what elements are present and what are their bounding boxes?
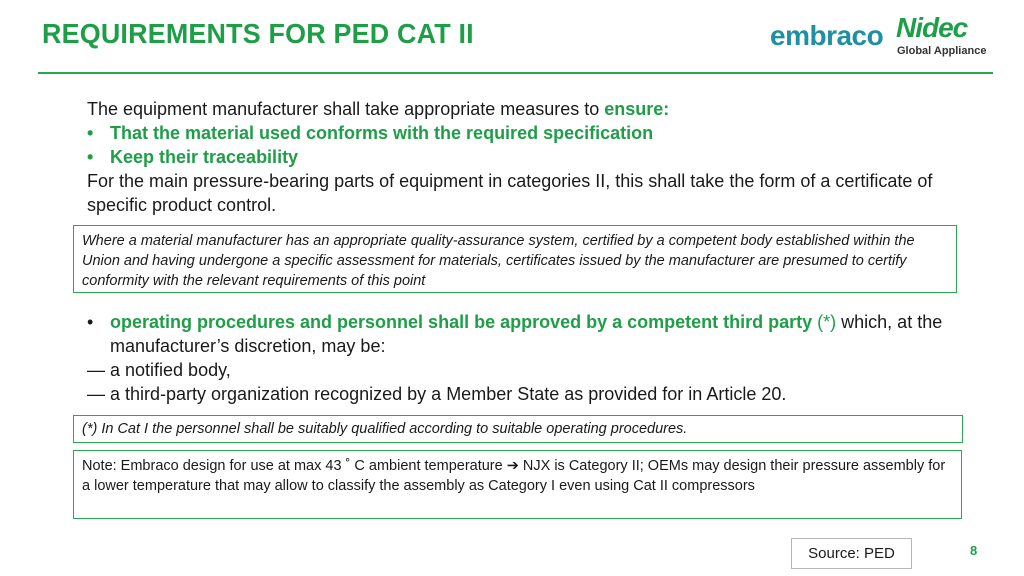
footnote-box: (*) In Cat I the personnel shall be suitably qualified according to suitable operating procedures. — [73, 415, 963, 443]
intro-bullet-text: That the material used conforms with the required specification — [110, 123, 654, 143]
intro-section — [87, 97, 967, 217]
approval-option: — a third-party organization recognized by a Member State as provided for in Article 20. — [87, 384, 787, 404]
bullet-marker: • — [87, 123, 94, 143]
approval-bullet — [87, 310, 987, 358]
intro-body: For the main pressure-bearing parts of equipment in categories II, this shall take the form of a certificate of specific product control. — [87, 171, 933, 215]
header-divider — [38, 72, 993, 74]
intro-bullet — [87, 121, 967, 145]
intro-lead — [87, 97, 967, 121]
source-label: Source: PED — [791, 538, 912, 569]
note-box: Note: Embraco design for use at max 43 ˚ C ambient temperature ➔ NJX is Category II; OEMs may design their pressure assembly for a lower temperature that may allow to classify the assembly as Category I even using Cat II compressors — [73, 450, 962, 519]
intro-bullet-text: Keep their traceability — [110, 147, 299, 167]
nidec-logo: Nidec — [896, 12, 968, 43]
approval-emphasis: operating procedures and personnel shall be approved by a competent third party — [110, 312, 813, 332]
approval-ref: (*) — [817, 312, 837, 332]
intro-lead-text: The equipment manufacturer shall take appropriate measures to — [87, 99, 605, 119]
page-number: 8 — [970, 543, 978, 558]
embraco-logo: embraco — [770, 20, 884, 51]
page-title: REQUIREMENTS FOR PED CAT II — [42, 18, 474, 49]
bullet-marker: • — [87, 147, 94, 167]
approval-rest: which, at the manufacturer’s discretion, may be: — [110, 312, 943, 356]
bullet-marker: • — [87, 312, 94, 332]
intro-bullet — [87, 145, 967, 169]
intro-lead-emphasis: ensure: — [604, 99, 670, 119]
quality-assurance-box: Where a material manufacturer has an appropriate quality-assurance system, certified by a competent body established within the Union and having undergone a specific assessment for materials, certificates issued by the manufacturer are presumed to certify conformity with the relevant requirements of this point — [73, 225, 957, 293]
approval-option: — a notified body, — [87, 360, 231, 380]
approval-section — [87, 310, 987, 406]
global-appliance-logo-text: Global Appliance — [897, 45, 987, 57]
